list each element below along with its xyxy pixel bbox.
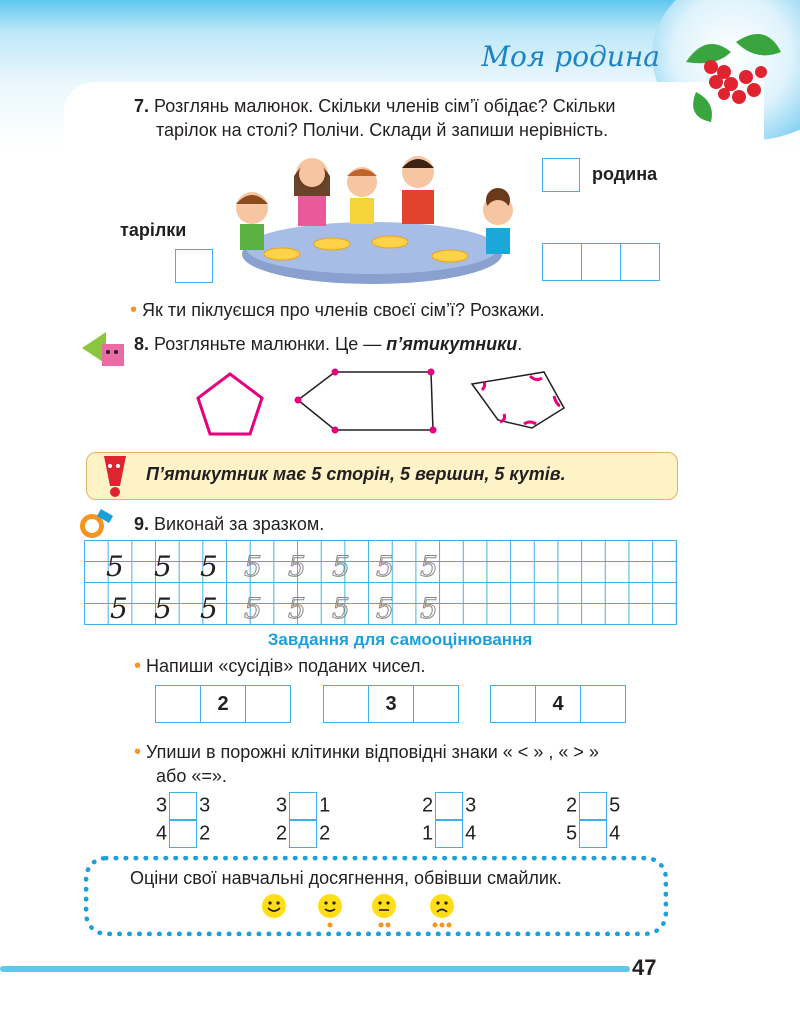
digit-sample: 5 (106, 550, 124, 583)
task7-number: 7. (134, 96, 150, 116)
neighbors-group (490, 685, 626, 723)
footer-line (0, 966, 630, 972)
self-assessment-title: Завдання для самооцінювання (267, 630, 533, 649)
task8-term: п’ятикутники (386, 334, 518, 354)
smiley-happy-icon[interactable] (262, 894, 286, 918)
comparison-item (276, 792, 330, 820)
digit-sample: 5 (200, 592, 218, 625)
plates-count-box[interactable] (175, 249, 213, 283)
signs-prompt (134, 740, 599, 764)
smiley-dots (318, 920, 478, 930)
digit-trace: 5 (420, 592, 438, 625)
task9-number: 9. (134, 514, 150, 534)
comparison-right: 4 (465, 822, 477, 845)
neighbor-number: 4 (536, 685, 581, 723)
task9-text-main: Виконай за зразком. (154, 514, 325, 534)
comparison-right: 1 (319, 794, 331, 817)
comparison-right: 2 (319, 822, 331, 845)
neighbors-prompt-text: Напиши «сусідів» поданих чисел. (146, 656, 426, 676)
comparison-box[interactable] (579, 820, 607, 848)
neighbor-box-right[interactable] (581, 685, 626, 723)
rule-text: П’ятикутник має 5 сторін, 5 вершин, 5 кутів. (146, 464, 566, 484)
comparison-item (566, 820, 620, 848)
pentagon-elongated (298, 372, 433, 430)
inequality-box-right[interactable] (621, 243, 660, 281)
neighbors-group (323, 685, 459, 723)
neighbor-box-left[interactable] (155, 685, 201, 723)
digit-trace: 5 (288, 550, 306, 583)
neighbor-box-right[interactable] (414, 685, 459, 723)
pentagon-regular (198, 374, 262, 434)
neighbors-prompt (134, 654, 425, 678)
comparison-box[interactable] (289, 820, 317, 848)
comparison-right: 2 (199, 822, 211, 845)
comparison-box[interactable] (579, 792, 607, 820)
signs-prompt-line2: або «=». (156, 766, 227, 786)
comparison-right: 4 (609, 822, 621, 845)
signs-prompt-line1: Упиши в порожні клітинки відповідні знаки « < » , « > » (146, 742, 599, 762)
neighbor-box-left[interactable] (490, 685, 536, 723)
task7-bullet-text: Як ти піклуєшся про членів своєї сім’ї? Розкажи. (142, 300, 545, 320)
digit-trace: 5 (420, 550, 438, 583)
comparison-box[interactable] (169, 820, 197, 848)
comparison-box[interactable] (435, 792, 463, 820)
comparison-left: 3 (276, 794, 288, 817)
digit-sample: 5 (154, 550, 172, 583)
page-number: 47 (632, 955, 657, 980)
bullet-icon: • (134, 655, 142, 677)
digit-trace: 5 (332, 592, 350, 625)
comparison-box[interactable] (169, 792, 197, 820)
comparison-item (422, 792, 476, 820)
comparison-item (566, 792, 620, 820)
berries-icon (676, 22, 786, 132)
inequality-box-sign[interactable] (582, 243, 621, 281)
shapes-character-icon (76, 326, 128, 370)
pentagons-illustration (190, 366, 580, 440)
digit-trace: 5 (376, 592, 394, 625)
task8-number: 8. (134, 334, 150, 354)
bullet-icon: • (130, 299, 138, 321)
task7-text (134, 94, 615, 118)
task8-end: . (517, 334, 523, 354)
comparison-right: 3 (199, 794, 211, 817)
comparison-left: 4 (156, 822, 168, 845)
digit-trace: 5 (244, 550, 262, 583)
digit-trace: 5 (376, 550, 394, 583)
smiley-sad-icon[interactable] (430, 894, 454, 918)
comparison-left: 2 (276, 822, 288, 845)
neighbor-number: 2 (201, 685, 246, 723)
task9-text (134, 512, 324, 536)
neighbors-group (155, 685, 291, 723)
comparison-item (422, 820, 476, 848)
comparison-right: 5 (609, 794, 621, 817)
smiley-neutral-icon[interactable] (372, 894, 396, 918)
comparison-item (276, 820, 330, 848)
digit-sample: 5 (200, 550, 218, 583)
comparison-right: 3 (465, 794, 477, 817)
family-label: родина (592, 164, 658, 184)
chapter-title: Моя родина (481, 40, 660, 73)
digit-trace: 5 (288, 592, 306, 625)
neighbor-box-right[interactable] (246, 685, 291, 723)
neighbor-box-left[interactable] (323, 685, 369, 723)
comparison-item (156, 820, 210, 848)
digit-sample: 5 (110, 592, 128, 625)
task8-text-main: Розгляньте малюнки. Це — (154, 334, 382, 354)
family-count-box[interactable] (542, 158, 580, 192)
task7-line2: тарілок на столі? Полічи. Склади й запиши нерівність. (156, 120, 609, 140)
inequality-box-left[interactable] (542, 243, 582, 281)
digit-trace: 5 (244, 592, 262, 625)
comparison-left: 2 (422, 794, 434, 817)
comparison-left: 2 (566, 794, 578, 817)
comparison-item (156, 792, 210, 820)
task7-bullet (130, 298, 545, 322)
exclamation-icon (98, 452, 132, 500)
digit-sample: 5 (154, 592, 172, 625)
comparison-left: 5 (566, 822, 578, 845)
task7-line1: Розглянь малюнок. Скільки членів сім’ї обідає? Скільки (154, 96, 616, 116)
pencil-character-icon (76, 508, 116, 542)
evaluate-text: Оціни свої навчальні досягнення, обвівши смайлик. (130, 868, 562, 888)
neighbor-number: 3 (369, 685, 414, 723)
copybook-digits (84, 540, 676, 624)
smiley-smile-icon[interactable] (318, 894, 342, 918)
comparison-box[interactable] (435, 820, 463, 848)
comparison-left: 1 (422, 822, 434, 845)
inequality-boxes (542, 243, 660, 281)
plates-label: тарілки (120, 220, 187, 240)
comparison-left: 3 (156, 794, 168, 817)
family-dinner-illustration (212, 146, 532, 286)
comparison-box[interactable] (289, 792, 317, 820)
bullet-icon: • (134, 741, 142, 763)
digit-trace: 5 (332, 550, 350, 583)
task8-text (134, 332, 522, 356)
pentagon-irregular (472, 372, 564, 428)
